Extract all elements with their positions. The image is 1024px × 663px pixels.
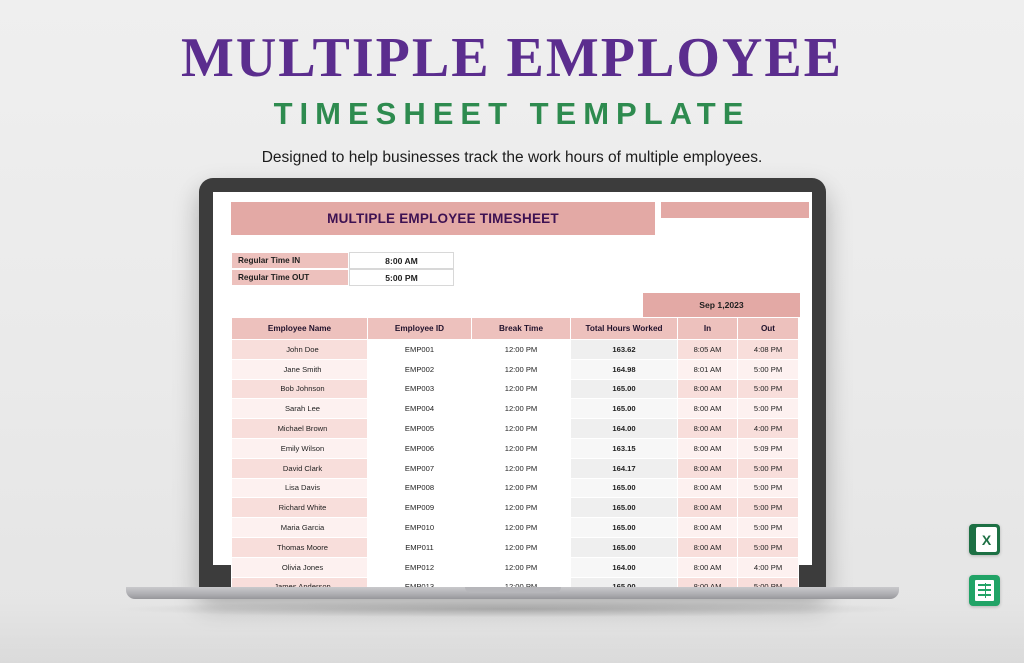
google-sheets-icon-glyph <box>975 580 994 601</box>
cell-total-hours[interactable]: 165.00 <box>571 498 678 518</box>
table-row <box>232 557 799 577</box>
cell-time-in[interactable]: 8:00 AM <box>678 518 738 538</box>
cell-total-hours[interactable]: 164.00 <box>571 557 678 577</box>
regular-time-out-row <box>231 269 454 286</box>
cell-time-out[interactable]: 4:08 PM <box>738 340 799 360</box>
cell-employee-name[interactable]: Bob Johnson <box>232 379 368 399</box>
cell-total-hours[interactable]: 164.00 <box>571 419 678 439</box>
sheet-title-text: MULTIPLE EMPLOYEE TIMESHEET <box>327 211 559 226</box>
cell-employee-id[interactable]: EMP008 <box>368 478 472 498</box>
laptop-screen <box>213 192 812 572</box>
cell-time-in[interactable]: 8:00 AM <box>678 399 738 419</box>
page-title: MULTIPLE EMPLOYEE <box>180 27 844 89</box>
cell-time-in[interactable]: 8:01 AM <box>678 359 738 379</box>
cell-break-time[interactable]: 12:00 PM <box>472 379 571 399</box>
regular-time-out-label: Regular Time OUT <box>231 269 349 286</box>
cell-total-hours[interactable]: 165.00 <box>571 518 678 538</box>
cell-employee-id[interactable]: EMP006 <box>368 438 472 458</box>
table-header-row <box>232 318 799 340</box>
cell-time-out[interactable]: 5:00 PM <box>738 478 799 498</box>
cell-total-hours[interactable]: 165.00 <box>571 537 678 557</box>
cell-employee-id[interactable]: EMP012 <box>368 557 472 577</box>
column-header-in: In <box>678 318 738 340</box>
cell-time-in[interactable]: 8:00 AM <box>678 379 738 399</box>
cell-break-time[interactable]: 12:00 PM <box>472 498 571 518</box>
table-row <box>232 438 799 458</box>
cell-break-time[interactable]: 12:00 PM <box>472 478 571 498</box>
cell-time-in[interactable]: 8:00 AM <box>678 458 738 478</box>
cell-time-out[interactable]: 5:00 PM <box>738 399 799 419</box>
laptop-lid <box>199 178 826 593</box>
cell-employee-id[interactable]: EMP003 <box>368 379 472 399</box>
date-header: Sep 1,2023 <box>643 293 800 317</box>
cell-total-hours[interactable]: 165.00 <box>571 399 678 419</box>
sheet-title-banner <box>231 202 655 235</box>
cell-employee-name[interactable]: Olivia Jones <box>232 557 368 577</box>
cell-employee-name[interactable]: Michael Brown <box>232 419 368 439</box>
cell-total-hours[interactable]: 163.15 <box>571 438 678 458</box>
laptop-mockup <box>199 178 826 596</box>
table-row <box>232 399 799 419</box>
cell-total-hours[interactable]: 165.00 <box>571 478 678 498</box>
regular-time-in-value[interactable]: 8:00 AM <box>349 252 454 269</box>
cell-break-time[interactable]: 12:00 PM <box>472 340 571 360</box>
regular-time-block <box>231 252 454 286</box>
table-row <box>232 458 799 478</box>
cell-total-hours[interactable]: 163.62 <box>571 340 678 360</box>
cell-total-hours[interactable]: 165.00 <box>571 379 678 399</box>
excel-icon[interactable] <box>969 524 1000 555</box>
column-header-total-hours: Total Hours Worked <box>571 318 678 340</box>
laptop-base-notch <box>465 587 561 593</box>
cell-employee-name[interactable]: Lisa Davis <box>232 478 368 498</box>
table-row <box>232 419 799 439</box>
column-header-out: Out <box>738 318 799 340</box>
cell-break-time[interactable]: 12:00 PM <box>472 557 571 577</box>
cell-employee-id[interactable]: EMP010 <box>368 518 472 538</box>
cell-employee-id[interactable]: EMP009 <box>368 498 472 518</box>
table-row <box>232 478 799 498</box>
table-row <box>232 537 799 557</box>
regular-time-in-label: Regular Time IN <box>231 252 349 269</box>
cell-employee-name[interactable]: Sarah Lee <box>232 399 368 419</box>
table-row <box>232 379 799 399</box>
cell-employee-name[interactable]: Emily Wilson <box>232 438 368 458</box>
cell-employee-name[interactable]: Maria Garcia <box>232 518 368 538</box>
cell-break-time[interactable]: 12:00 PM <box>472 359 571 379</box>
timesheet-table <box>231 317 799 597</box>
cell-time-out[interactable]: 4:00 PM <box>738 557 799 577</box>
hero-section <box>0 0 1024 167</box>
column-header-break-time: Break Time <box>472 318 571 340</box>
table-row <box>232 518 799 538</box>
page-subtitle: TIMESHEET TEMPLATE <box>273 96 751 131</box>
table-row <box>232 498 799 518</box>
cell-break-time[interactable]: 12:00 PM <box>472 518 571 538</box>
cell-time-in[interactable]: 8:00 AM <box>678 438 738 458</box>
cell-time-in[interactable]: 8:00 AM <box>678 498 738 518</box>
table-row <box>232 340 799 360</box>
cell-employee-name[interactable]: David Clark <box>232 458 368 478</box>
excel-icon-glyph: X <box>976 527 997 552</box>
cell-total-hours[interactable]: 164.98 <box>571 359 678 379</box>
cell-employee-id[interactable]: EMP001 <box>368 340 472 360</box>
cell-time-out[interactable]: 5:00 PM <box>738 379 799 399</box>
cell-time-in[interactable]: 8:05 AM <box>678 340 738 360</box>
cell-time-out[interactable]: 5:09 PM <box>738 438 799 458</box>
cell-time-out[interactable]: 5:00 PM <box>738 498 799 518</box>
cell-employee-id[interactable]: EMP007 <box>368 458 472 478</box>
cell-employee-id[interactable]: EMP005 <box>368 419 472 439</box>
cell-time-out[interactable]: 5:00 PM <box>738 518 799 538</box>
cell-break-time[interactable]: 12:00 PM <box>472 438 571 458</box>
cell-time-out[interactable]: 4:00 PM <box>738 419 799 439</box>
cell-employee-name[interactable]: Jane Smith <box>232 359 368 379</box>
page-description: Designed to help businesses track the work hours of multiple employees. <box>261 149 763 166</box>
cell-total-hours[interactable]: 164.17 <box>571 458 678 478</box>
sheet-title-banner-extension <box>661 202 809 218</box>
cell-time-in[interactable]: 8:00 AM <box>678 478 738 498</box>
spreadsheet <box>213 192 812 572</box>
cell-break-time[interactable]: 12:00 PM <box>472 458 571 478</box>
cell-employee-id[interactable]: EMP011 <box>368 537 472 557</box>
cell-break-time[interactable]: 12:00 PM <box>472 399 571 419</box>
cell-time-out[interactable]: 5:00 PM <box>738 359 799 379</box>
cell-employee-name[interactable]: John Doe <box>232 340 368 360</box>
floor-shadow <box>0 601 1024 663</box>
regular-time-out-value[interactable]: 5:00 PM <box>349 269 454 286</box>
cell-time-in[interactable]: 8:00 AM <box>678 557 738 577</box>
table-row <box>232 359 799 379</box>
column-header-employee-id: Employee ID <box>368 318 472 340</box>
cell-employee-id[interactable]: EMP002 <box>368 359 472 379</box>
regular-time-in-row <box>231 252 454 269</box>
table-body <box>232 340 799 597</box>
cell-time-out[interactable]: 5:00 PM <box>738 458 799 478</box>
cell-employee-name[interactable]: Thomas Moore <box>232 537 368 557</box>
cell-time-in[interactable]: 8:00 AM <box>678 419 738 439</box>
cell-time-out[interactable]: 5:00 PM <box>738 537 799 557</box>
cell-employee-id[interactable]: EMP004 <box>368 399 472 419</box>
cell-break-time[interactable]: 12:00 PM <box>472 419 571 439</box>
column-header-employee-name: Employee Name <box>232 318 368 340</box>
cell-break-time[interactable]: 12:00 PM <box>472 537 571 557</box>
cell-employee-name[interactable]: Richard White <box>232 498 368 518</box>
cell-time-in[interactable]: 8:00 AM <box>678 537 738 557</box>
